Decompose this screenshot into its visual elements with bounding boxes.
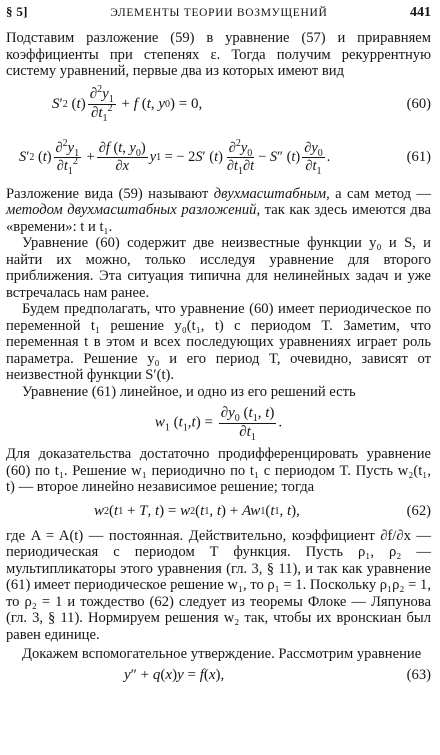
paragraph-substitution: Подставим разложение (59) в уравнение (57) и приравняем коэффициенты при степенях ε. Тогда получим рекуррентную систему уравнений, первые два из которых имеют вид	[6, 30, 431, 79]
page-header	[6, 4, 431, 30]
equation-63	[6, 663, 431, 689]
equation-61-body: S ′ 2 ( t ) $\frac{\partial^2y_1}{\partial t_1^2}$ + $\frac{\partial f (t, y_0)}{\partial x}$ y 1 = − 2 S ′ ( t ) $\frac{\partial^2y_0}{\partial t_1\partial t}$ − S ″ ( t ) $\frac{\partial y_0}{\partial t_1}$ .	[19, 138, 331, 177]
two-scale-text-a: Разложение вида (59) называют	[6, 185, 214, 202]
section-marker: § 5]	[6, 4, 28, 19]
equation-w1-body: $w_1$ $(t_1,t)$ = $\frac{\partial y_0 (t_1, t)}{\partial t_1}$ .	[154, 404, 283, 443]
paragraph-auxiliary: Докажем вспомогательное утверждение. Рассмотрим уравнение	[22, 646, 422, 662]
equation-62	[6, 496, 431, 528]
equation-62-body: w 2 ( t 1 + T , t ) = w 2 ( t 1 , t ) + Aw 1 ( t 1 , t ),	[94, 503, 300, 519]
equation-61	[6, 130, 431, 186]
page-number: 441	[409, 5, 431, 20]
equation-60	[6, 80, 431, 130]
equation-62-number: (62)	[406, 503, 431, 519]
running-title: ЭЛЕМЕНТЫ ТЕОРИИ ВОЗМУЩЕНИЙ	[110, 7, 328, 19]
equation-61-number: (61)	[406, 149, 431, 165]
two-scale-method-term: методом двухмасштабных разложений	[6, 202, 257, 218]
paragraph-periodic-assumption: Будем предполагать, что уравнение (60) имеет периодическое по переменной t₁ решение y₀(t₁, t) с периодом T. Заметим, что переменная t в этом и всех последующих уравнениях играет роль параметра. Решение y₀ и его период T, очевидно, зависят от неизвестной функции S′(t).	[6, 301, 431, 383]
equation-w1	[6, 400, 431, 446]
equation-60-body: S ′ 2 ( t ) $\frac{\partial^2y_1}{\partial t_1^2}$ + f ( t , y 0 ) = 0,	[52, 84, 203, 124]
two-scale-text-c: , а сам метод —	[326, 185, 431, 202]
paragraph-unknowns: Уравнение (60) содержит две неизвестные функции y₀ и S, и найти их можно, только исследуя уравнение для второго приближения. Эта ситуация типична для нелинейных задач и уже встречалась нам ранее.	[6, 235, 431, 301]
two-scale-term: двухмасштабным	[213, 185, 327, 202]
equation-60-number: (60)	[406, 96, 431, 112]
equation-63-number: (63)	[406, 667, 431, 683]
paragraph-linear-equation: Уравнение (61) линейное, и одно из его решений есть	[22, 383, 356, 400]
paragraph-proof: Для доказательства достаточно продифференцировать уравнение (60) по t₁. Решение w₁ периодично по t₁ с периодом T. Пусть w₂(t₁, t) — второе линейно независимое решение; тогда	[6, 446, 431, 495]
paragraph-two-scale	[6, 186, 431, 236]
equation-63-body: y ″ + q ( x ) y = f ( x ),	[124, 667, 225, 683]
paragraph-floquet: где A = A(t) — постоянная. Действительно, коэффициент ∂f/∂x — периодическая с периодом T функция. Пусть ρ₁, ρ₂ — мультипликаторы этого уравнения (гл. 3, § 11), и так как уравнение (61) имеет периодическое решение w₁, то ρ₁ = 1. Поскольку ρ₁ρ₂ = 1, то ρ₂ = 1 и тождество (62) следует из теоремы Флоке — Ляпунова (гл. 3, § 11). Нормируем решения w₂ так, чтобы их вронскиан был равен единице.	[6, 527, 431, 643]
two-scale-text-e: , так как здесь имеются два «времени»: t и t₁.	[6, 202, 431, 235]
